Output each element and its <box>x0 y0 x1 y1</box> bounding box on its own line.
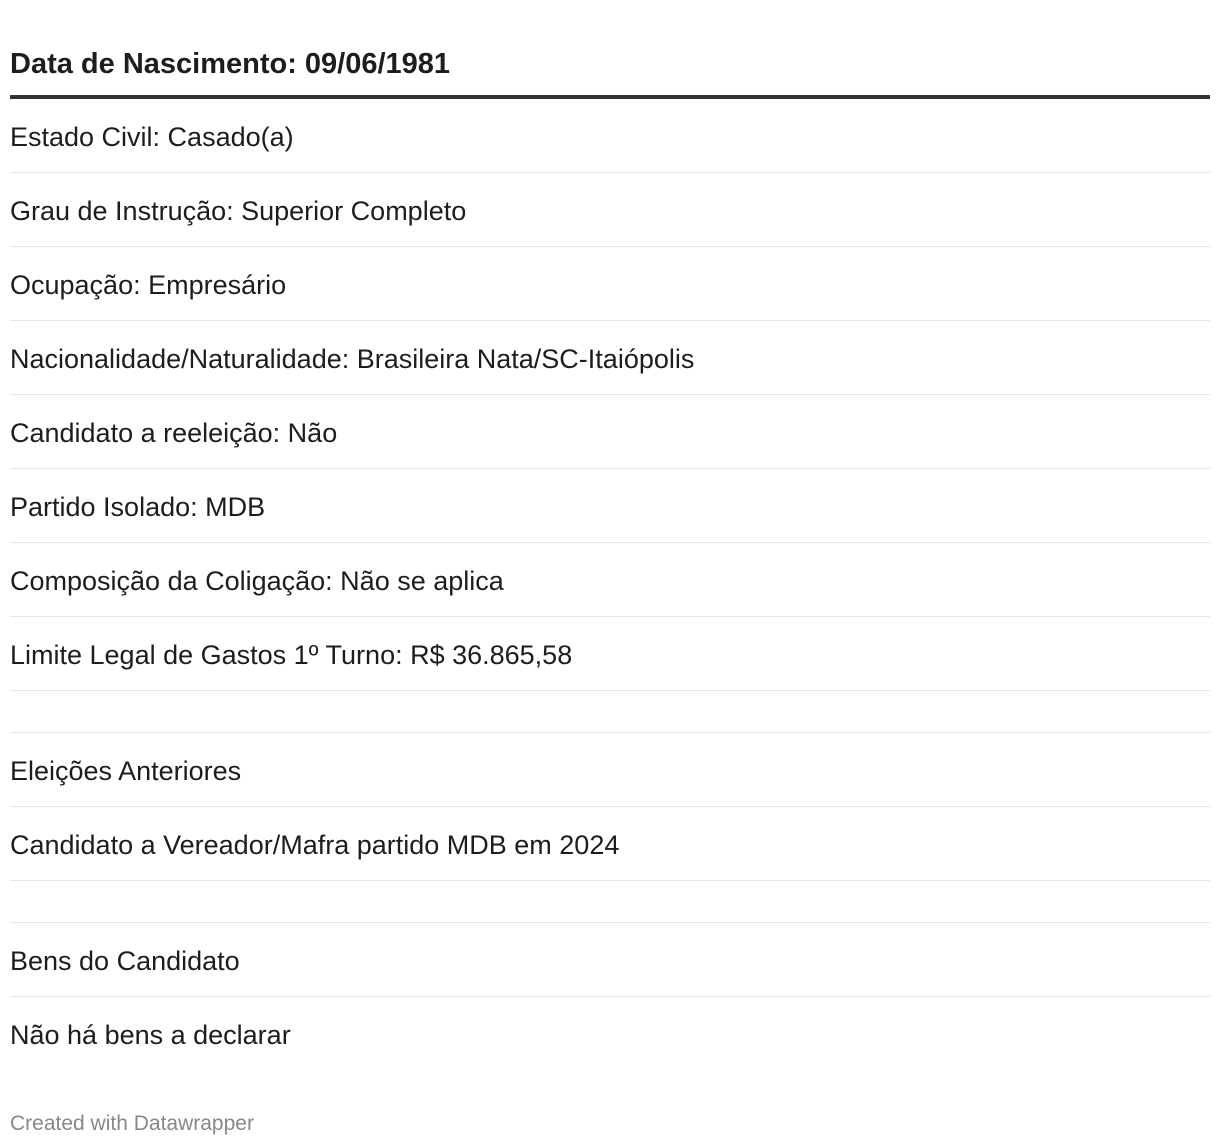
header-birthdate: Data de Nascimento: 09/06/1981 <box>10 48 451 80</box>
table-row <box>10 395 1210 469</box>
table-row <box>10 807 1210 881</box>
table-row <box>10 99 1210 173</box>
data-table <box>10 0 1210 1071</box>
table-row-empty <box>10 691 1210 733</box>
row-nationality: Nacionalidade/Naturalidade: Brasileira Nata/SC-Itaiópolis <box>10 344 695 374</box>
table-row <box>10 543 1210 617</box>
table-row <box>10 617 1210 691</box>
table-row-empty <box>10 881 1210 923</box>
row-reelection: Candidato a reeleição: Não <box>10 418 338 448</box>
row-previous-elections-heading: Eleições Anteriores <box>10 756 242 786</box>
row-spending-limit: Limite Legal de Gastos 1º Turno: R$ 36.865,58 <box>10 640 573 670</box>
table-row <box>10 247 1210 321</box>
row-party: Partido Isolado: MDB <box>10 492 266 522</box>
table-row <box>10 923 1210 997</box>
table-row <box>10 321 1210 395</box>
row-education: Grau de Instrução: Superior Completo <box>10 196 467 226</box>
row-coalition: Composição da Coligação: Não se aplica <box>10 566 504 596</box>
row-assets: Não há bens a declarar <box>10 1020 291 1050</box>
table-row <box>10 997 1210 1071</box>
datawrapper-credit[interactable]: Created with Datawrapper <box>10 1112 254 1135</box>
row-previous-election: Candidato a Vereador/Mafra partido MDB em 2024 <box>10 830 620 860</box>
table-row <box>10 733 1210 807</box>
row-assets-heading: Bens do Candidato <box>10 946 240 976</box>
table-row <box>10 469 1210 543</box>
table-header <box>10 0 1210 99</box>
row-marital-status: Estado Civil: Casado(a) <box>10 122 294 152</box>
row-occupation: Ocupação: Empresário <box>10 270 287 300</box>
table-row <box>10 173 1210 247</box>
